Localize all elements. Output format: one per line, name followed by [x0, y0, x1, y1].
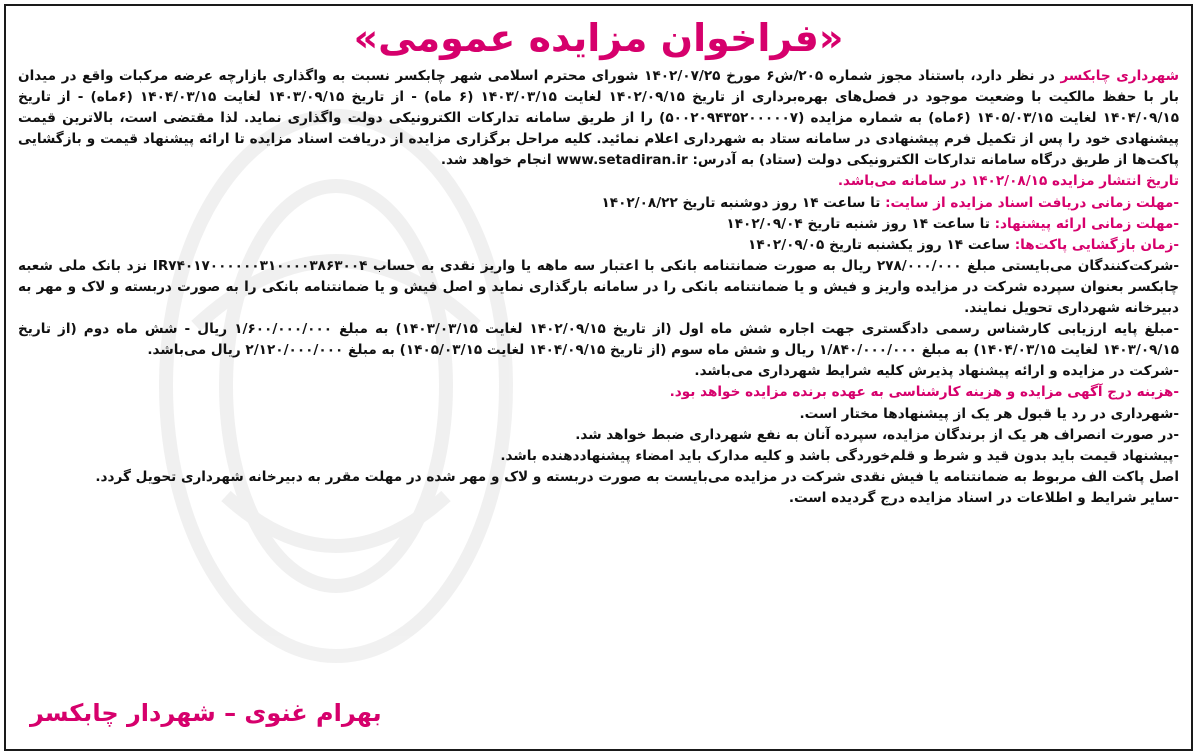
org-name: شهرداری چابکسر [1060, 68, 1180, 84]
rule-item: -شهرداری در رد یا قبول هر یک از پیشنهادها مختار است. [799, 405, 1179, 422]
notice-frame [4, 4, 1193, 751]
deadline-submit [18, 214, 1179, 235]
page-title: «فراخوان مزایده عمومی» [353, 16, 844, 60]
deadline-label: -مهلت زمانی دریافت اسناد مزایده از سایت: [885, 194, 1179, 211]
deadline-value: تا ساعت ۱۴ روز دوشنبه تاریخ ۱۴۰۲/۰۸/۲۲ [601, 194, 886, 211]
fees-line: -هزینه درج آگهی مزایده و هزینه کارشناسی به عهده برنده مزایده خواهد بود. [669, 384, 1179, 401]
intro-body: در نظر دارد، باستناد مجوز شماره ۲۰۵/ش۶ مورخ ۱۴۰۲/۰۷/۲۵ شورای محترم اسلامی شهر چابکسر نسبت به واگذاری بازارچه عرضه مرکبات واقع در میدان بار با حفظ مالکیت با وضعیت موجود در فصل‌های بهره‌برداری از تاریخ ۱۴۰۲/۰۹/۱۵ لغایت ۱۴۰۳/۰۳/۱۵ (۶ ماه) - از تاریخ ۱۴۰۳/۰۹/۱۵ لغایت ۱۴۰۴/۰۳/۱۵ (۶ماه) - از تاریخ ۱۴۰۴/۰۹/۱۵ لغایت ۱۴۰۵/۰۳/۱۵ (۶ماه) به شماره مزایده (۵۰۰۲۰۹۴۳۵۲۰۰۰۰۰۷) را از طریق سامانه تدارکات الکترونیکی دولت واگذاری نماید. لذا مقتضی است، بالاترین قیمت پیشنهادی خود را پس از تکمیل فرم پیشنهادی در سامانه ستاد به شهرداری اعلام نمائید. کلیه مراحل برگزاری مزایده از دریافت اسناد مزایده تا ارائه پیشنهاد قیمت و بازگشایی پاکت‌ها از طریق درگاه سامانه تدارکات الکترونیکی دولت (ستاد) به آدرس: [18, 68, 1180, 169]
rule-item: -در صورت انصراف هر یک از برندگان مزایده، سپرده آنان به نفع شهرداری ضبط خواهد شد. [575, 426, 1179, 443]
publish-date: تاریخ انتشار مزایده ۱۴۰۲/۰۸/۱۵ در سامانه می‌باشد. [837, 173, 1179, 190]
acceptance-line: -شرکت در مزایده و ارائه پیشنهاد پذیرش کلیه شرایط شهرداری می‌باشد. [694, 363, 1179, 380]
rule-item: -پیشنهاد قیمت باید بدون قید و شرط و قلم‌خوردگی باشد و کلیه مدارک باید امضاء پیشنهاددهنده باشد. [500, 447, 1179, 464]
deadline-value: ساعت ۱۴ روز یکشنبه تاریخ ۱۴۰۲/۰۹/۰۵ [748, 236, 1015, 253]
intro-paragraph [18, 66, 1179, 171]
deadline-download [18, 193, 1179, 214]
rule-item: اصل پاکت الف مربوط به ضمانتنامه یا فیش نقدی شرکت در مزایده می‌بایست به صورت دربسته و لاک و مهر شده در مهلت مقرر به دبیرخانه شهرداری تحویل گردد. [95, 468, 1179, 485]
signature: بهرام غنوی – شهردار چابکسر [30, 699, 382, 727]
deadline-opening [18, 235, 1179, 256]
base-price-paragraph: -مبلغ پایه ارزیابی کارشناس رسمی دادگستری جهت اجاره شش ماه اول (از تاریخ ۱۴۰۲/۰۹/۱۵ لغایت ۱۴۰۳/۰۳/۱۵) به مبلغ ۱/۶۰۰/۰۰۰/۰۰۰ ریال - شش ماه دوم (از تاریخ ۱۴۰۳/۰۹/۱۵ لغایت ۱۴۰۴/۰۳/۱۵) به مبلغ ۱/۸۴۰/۰۰۰/۰۰۰ ریال و شش ماه سوم (از تاریخ ۱۴۰۴/۰۹/۱۵ لغایت ۱۴۰۵/۰۳/۱۵) به مبلغ ۲/۱۲۰/۰۰۰/۰۰۰ ریال می‌باشد. [18, 321, 1179, 359]
rule-item: -سایر شرایط و اطلاعات در اسناد مزایده درج گردیده است. [788, 489, 1179, 506]
guarantee-paragraph: -شرکت‌کنندگان می‌بایستی مبلغ ۲۷۸/۰۰۰/۰۰۰ ریال به صورت ضمانتنامه بانکی با اعتبار سه ماهه یا واریز نقدی به حساب IR۷۴۰۱۷۰۰۰۰۰۰۳۱۰۰۰۰۳۸۶۳۰۰۴ نزد بانک ملی شعبه چابکسر بعنوان سپرده شرکت در مزایده واریز و فیش و یا ضمانتنامه بانکی را در سامانه بارگذاری نماید و اصل فیش و یا ضمانتنامه بانکی را به صورت دربسته و لاک و مهر به دبیرخانه شهرداری تحویل نمایند. [18, 257, 1179, 317]
deadline-label: -زمان بازگشایی پاکت‌ها: [1014, 236, 1179, 253]
deadline-label: -مهلت زمانی ارائه پیشنهاد: [994, 215, 1179, 232]
deadline-value: تا ساعت ۱۴ روز شنبه تاریخ ۱۴۰۲/۰۹/۰۴ [726, 215, 995, 232]
intro-tail: انجام خواهد شد. [440, 152, 557, 169]
setad-link[interactable]: www.setadiran.ir [556, 152, 688, 169]
